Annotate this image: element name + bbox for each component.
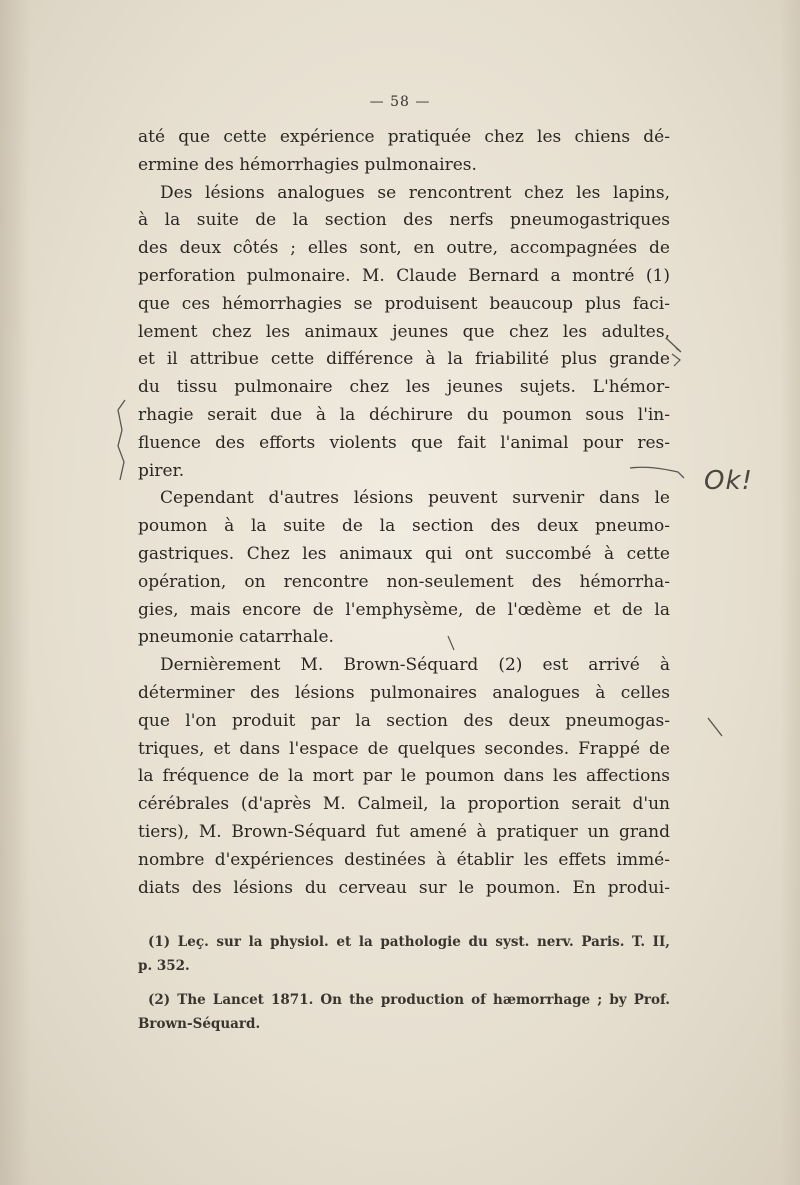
body-line: rhagie serait due à la déchirure du poumon sous l'in- <box>138 404 670 425</box>
footnote-line: (1) Leç. sur la physiol. et la pathologie du syst. nerv. Paris. T. II, <box>148 934 670 950</box>
body-line: la fréquence de la mort par le poumon dans les affections <box>138 766 670 787</box>
body-line: et il attribue cette différence à la friabilité plus grande <box>138 349 670 370</box>
body-line: poumon à la suite de la section des deux pneumo- <box>138 516 670 537</box>
page-number: — 58 — <box>369 94 431 110</box>
body-line: du tissu pulmonaire chez les jeunes sujets. L'hémor- <box>138 377 670 398</box>
body-line: cérébrales (d'après M. Calmeil, la proportion serait d'un <box>138 794 670 815</box>
body-line: nombre d'expériences destinées à établir les effets immé- <box>138 849 670 870</box>
body-line: Cependant d'autres lésions peuvent survenir dans le <box>160 488 670 509</box>
footnote-line: (2) The Lancet 1871. On the production of hæmorrhage ; by Prof. <box>148 992 670 1008</box>
pencil-mark-bracket-1 <box>672 354 680 366</box>
footnote-line: Brown-Séquard. <box>138 1016 261 1032</box>
body-line: que l'on produit par la section des deux pneumogas- <box>138 710 670 731</box>
footnote-line: p. 352. <box>138 958 190 974</box>
body-line: Des lésions analogues se rencontrent chez les lapins, <box>160 182 670 203</box>
body-line: triques, et dans l'espace de quelques secondes. Frappé de <box>138 738 670 759</box>
body-line: fluence des efforts violents que fait l'animal pour res- <box>138 432 670 453</box>
body-line: perforation pulmonaire. M. Claude Bernard a montré (1) <box>138 265 670 286</box>
body-line: até que cette expérience pratiquée chez les chiens dé- <box>138 127 670 147</box>
body-line: à la suite de la section des nerfs pneumogastriques <box>138 210 670 231</box>
body-line: gies, mais encore de l'emphysème, de l'œdème et de la <box>138 599 670 620</box>
body-line: gastriques. Chez les animaux qui ont succombé à cette <box>138 543 670 564</box>
body-line: Dernièrement M. Brown-Séquard (2) est arrivé à <box>160 655 670 676</box>
pencil-mark-stroke <box>630 467 684 478</box>
body-line: opération, on rencontre non-seulement des hémorrha- <box>138 571 670 592</box>
body-line: pirer. <box>138 460 185 481</box>
body-line: lement chez les animaux jeunes que chez les adultes, <box>138 321 670 342</box>
pencil-mark-margin-bracket <box>118 400 125 480</box>
body-line: tiers), M. Brown-Séquard fut amené à pratiquer un grand <box>138 821 670 842</box>
body-line: que ces hémorrhagies se produisent beaucoup plus faci- <box>138 293 670 314</box>
pencil-mark-tick-3 <box>708 718 722 736</box>
pencil-mark-tick-1 <box>666 338 681 352</box>
body-line: pneumonie catarrhale. <box>138 627 334 648</box>
body-line: ermine des hémorrhagies pulmonaires. <box>138 154 477 175</box>
pencil-mark-tick-2 <box>448 636 454 650</box>
body-line: des deux côtés ; elles sont, en outre, accompagnées de <box>138 238 670 259</box>
body-line: diats des lésions du cerveau sur le poumon. En produi- <box>138 877 670 898</box>
margin-note-handwritten: Ok! <box>704 466 753 496</box>
body-line: déterminer des lésions pulmonaires analogues à celles <box>138 682 670 703</box>
